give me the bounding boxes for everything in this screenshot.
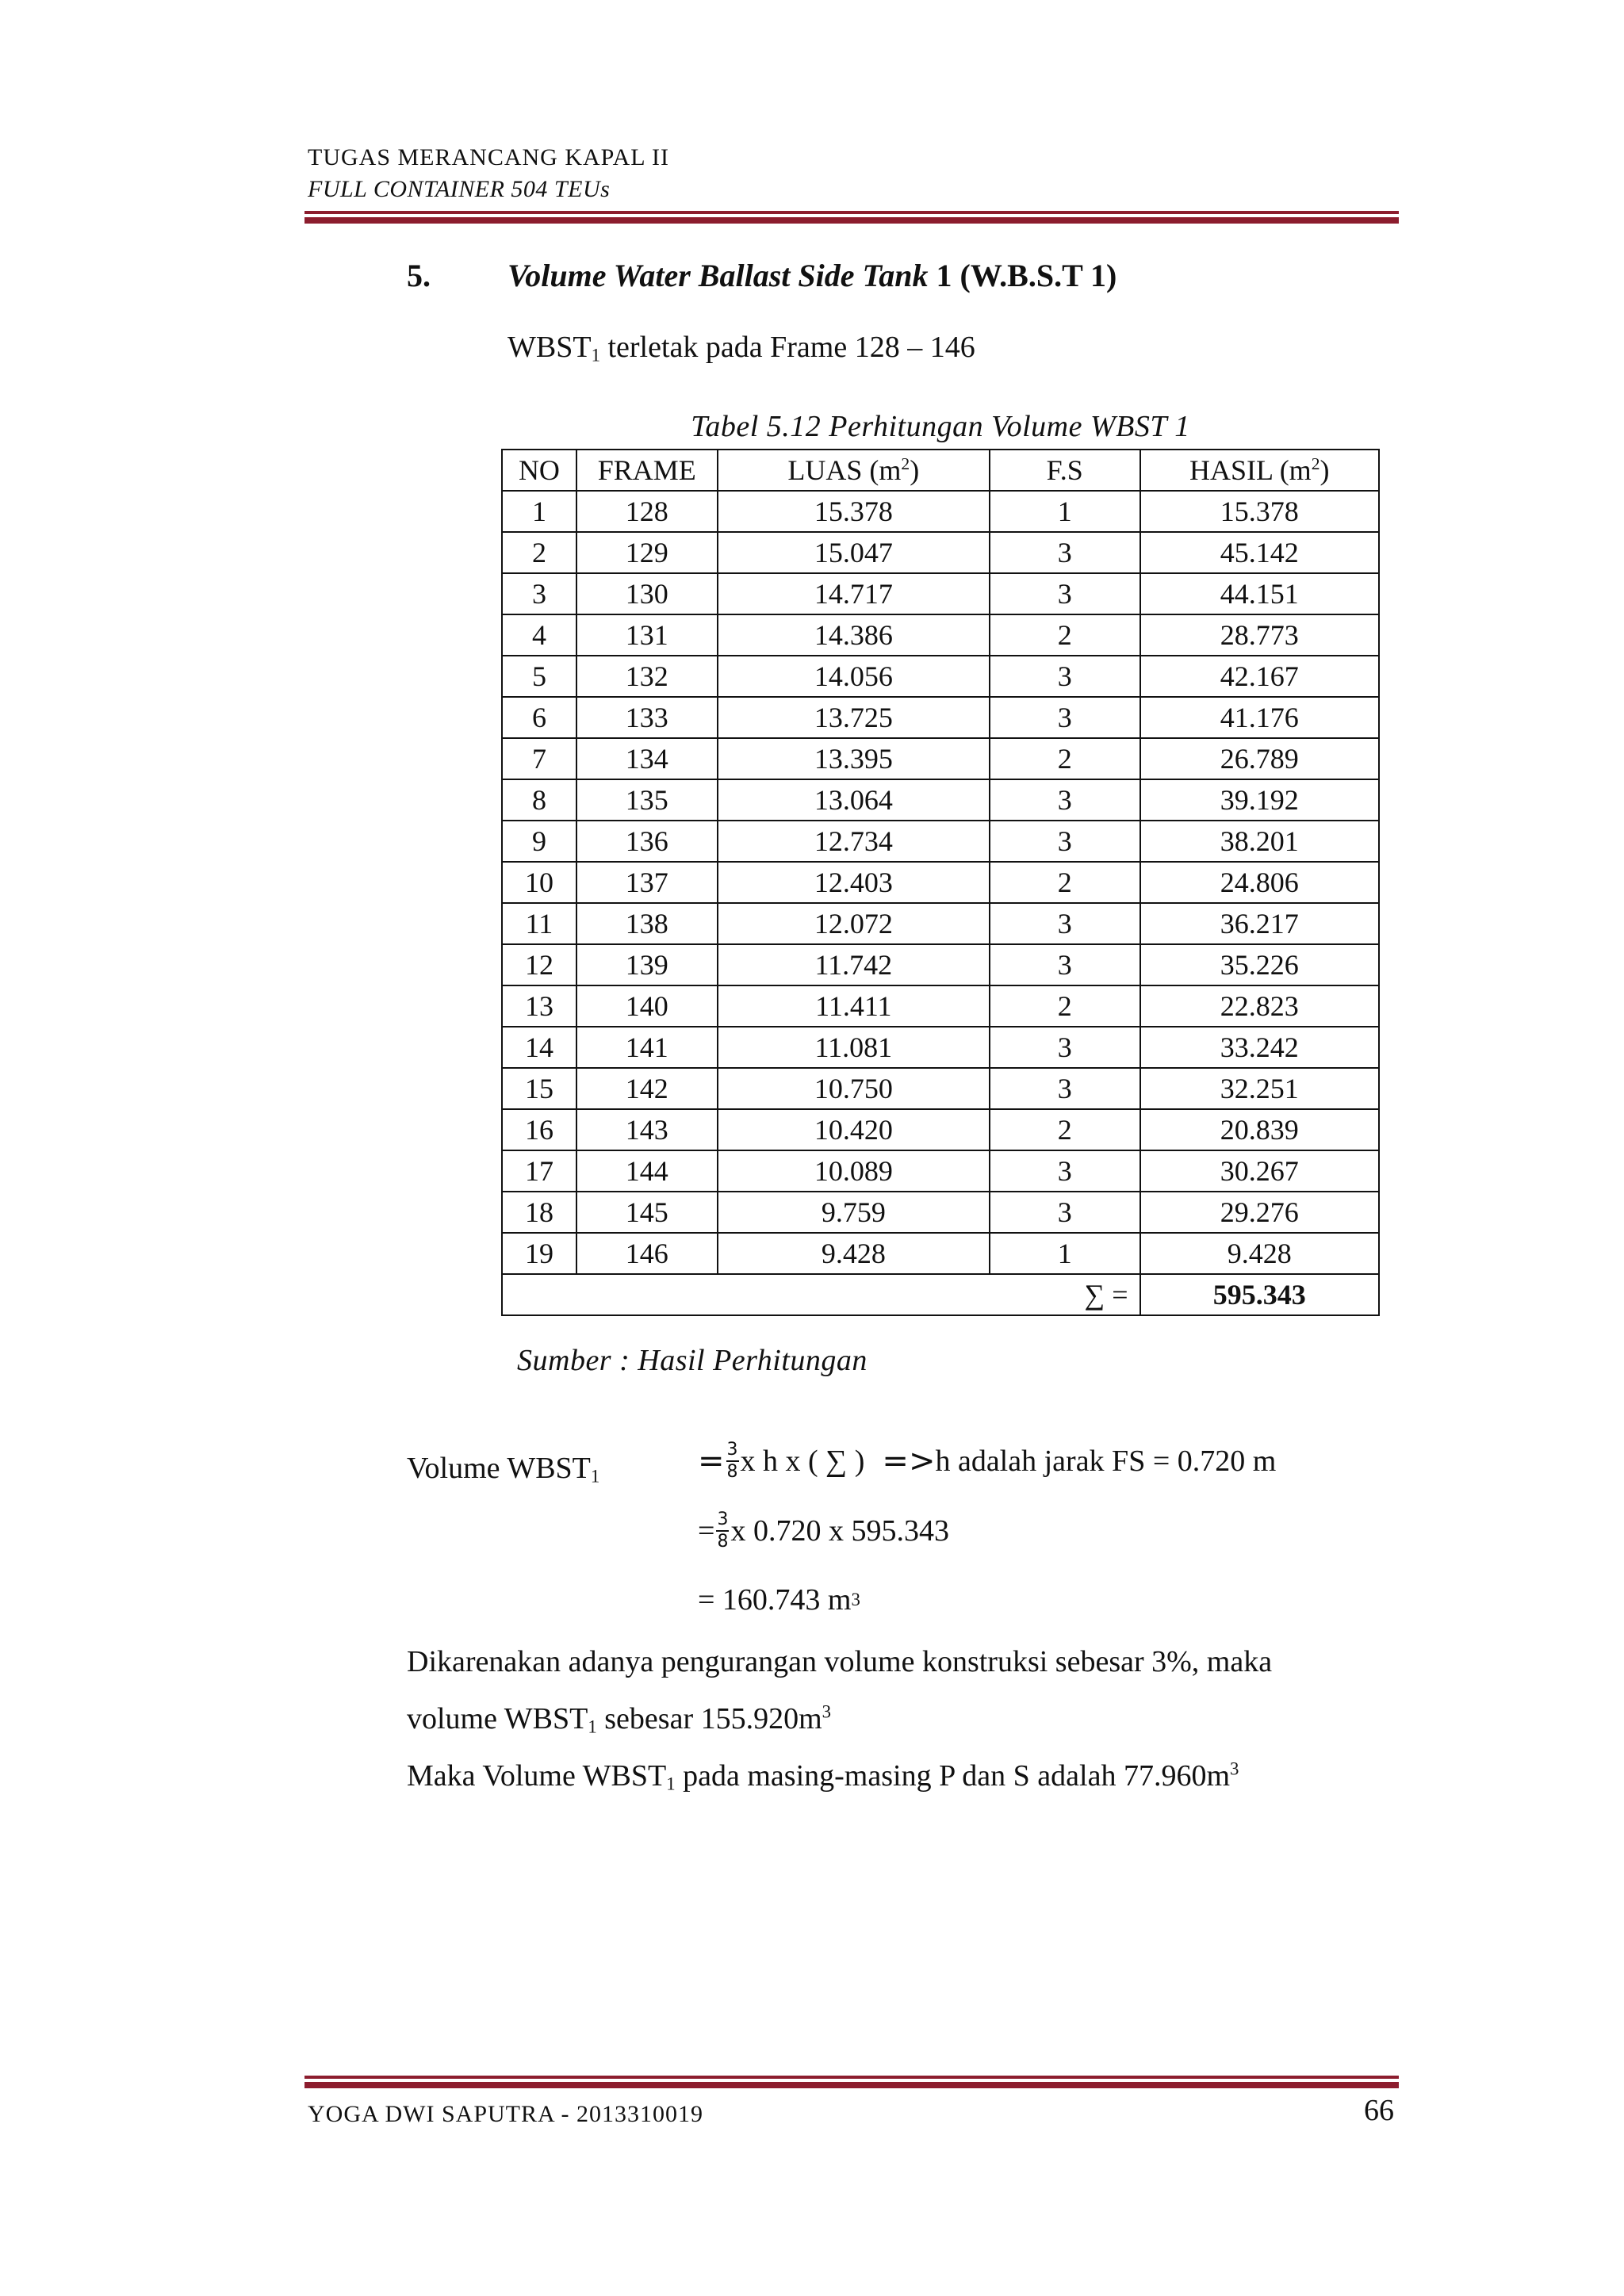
- table-row: [502, 614, 1379, 656]
- cell-no: 15: [502, 1068, 576, 1109]
- cell-luas: 14.717: [718, 573, 990, 614]
- section-title-italic: Volume Water Ballast Side Tank: [508, 258, 929, 293]
- table-row: [502, 491, 1379, 532]
- table-header-row: [502, 450, 1379, 491]
- cell-luas: 10.750: [718, 1068, 990, 1109]
- cell-luas: 15.047: [718, 532, 990, 573]
- table-row: [502, 573, 1379, 614]
- formula-note: h adalah jarak FS = 0.720 m: [935, 1445, 1277, 1478]
- cell-luas: 13.725: [718, 697, 990, 738]
- cell-fs: 2: [990, 862, 1140, 903]
- table-row: [502, 821, 1379, 862]
- cell-hasil: 45.142: [1140, 532, 1379, 573]
- footer-author: YOGA DWI SAPUTRA - 2013310019: [308, 2101, 704, 2127]
- cell-frame: 131: [576, 614, 718, 656]
- cell-frame: 144: [576, 1150, 718, 1192]
- table-caption: Tabel 5.12 Perhitungan Volume WBST 1: [691, 410, 1190, 443]
- cell-hasil: 15.378: [1140, 491, 1379, 532]
- cell-no: 2: [502, 532, 576, 573]
- cell-no: 10: [502, 862, 576, 903]
- cell-no: 16: [502, 1109, 576, 1150]
- cell-hasil: 41.176: [1140, 697, 1379, 738]
- cell-no: 8: [502, 779, 576, 821]
- col-header-frame: FRAME: [576, 450, 718, 491]
- paragraph-volume-per-side: Maka Volume $WBST_1$ pada masing-masing P dan S adalah $77.960m^3$: [407, 1758, 1239, 1794]
- cell-hasil: 36.217: [1140, 903, 1379, 944]
- cell-luas: 11.411: [718, 985, 990, 1027]
- cell-frame: 134: [576, 738, 718, 779]
- header-rule: [304, 211, 1399, 224]
- cell-luas: 12.734: [718, 821, 990, 862]
- cell-fs: 1: [990, 491, 1140, 532]
- table-row: [502, 779, 1379, 821]
- cell-frame: 139: [576, 944, 718, 985]
- tank-location-text: terletak pada Frame 128 – 146: [599, 331, 975, 364]
- table-row: [502, 1233, 1379, 1274]
- cell-luas: 13.064: [718, 779, 990, 821]
- cell-frame: 136: [576, 821, 718, 862]
- cell-hasil: 26.789: [1140, 738, 1379, 779]
- cell-frame: 140: [576, 985, 718, 1027]
- formula-substituted: x 0.720 x 595.343: [730, 1514, 949, 1548]
- col-header-hasil: HASIL $(m^2)$: [1140, 450, 1379, 491]
- tank-subscript: 1: [591, 345, 600, 365]
- cell-no: 17: [502, 1150, 576, 1192]
- equals-sign: =: [698, 1514, 715, 1548]
- cell-luas: 15.378: [718, 491, 990, 532]
- fraction-three-eighths: $\frac{3}{8}$: [726, 1440, 738, 1482]
- cell-luas: 11.081: [718, 1027, 990, 1068]
- cell-fs: 3: [990, 779, 1140, 821]
- table-row: [502, 1068, 1379, 1109]
- formula-body: x h x ( ∑ ): [740, 1445, 865, 1478]
- cell-fs: 3: [990, 573, 1140, 614]
- cell-no: 12: [502, 944, 576, 985]
- paragraph-reduction: Dikarenakan adanya pengurangan volume konstruksi sebesar 3%, maka: [407, 1645, 1273, 1678]
- cell-fs: 3: [990, 1192, 1140, 1233]
- cell-luas: 12.403: [718, 862, 990, 903]
- table-row: [502, 1192, 1379, 1233]
- cell-frame: 141: [576, 1027, 718, 1068]
- cell-fs: 2: [990, 738, 1140, 779]
- table-row: [502, 738, 1379, 779]
- cell-fs: 1: [990, 1233, 1140, 1274]
- cell-fs: 3: [990, 532, 1140, 573]
- table-total-row: [502, 1274, 1379, 1315]
- cell-hasil: 20.839: [1140, 1109, 1379, 1150]
- table-row: [502, 1150, 1379, 1192]
- cell-fs: 3: [990, 1068, 1140, 1109]
- cell-luas: 12.072: [718, 903, 990, 944]
- table-row: [502, 656, 1379, 697]
- cell-no: 14: [502, 1027, 576, 1068]
- cell-fs: 2: [990, 1109, 1140, 1150]
- cell-frame: 138: [576, 903, 718, 944]
- table-row: [502, 1109, 1379, 1150]
- cell-no: 19: [502, 1233, 576, 1274]
- cell-frame: 146: [576, 1233, 718, 1274]
- section-title: [508, 257, 1116, 294]
- table-row: [502, 697, 1379, 738]
- col-header-luas: LUAS $(m^2)$: [718, 450, 990, 491]
- cell-luas: 13.395: [718, 738, 990, 779]
- cell-frame: 129: [576, 532, 718, 573]
- cell-fs: 3: [990, 944, 1140, 985]
- cell-fs: 3: [990, 697, 1140, 738]
- table-row: [502, 903, 1379, 944]
- arrow: =>: [882, 1443, 936, 1479]
- table-source: Sumber : Hasil Perhitungan: [517, 1344, 868, 1377]
- cell-frame: 143: [576, 1109, 718, 1150]
- cell-luas: 9.428: [718, 1233, 990, 1274]
- cell-frame: 133: [576, 697, 718, 738]
- equals-sign: =: [698, 1443, 725, 1479]
- formula-line-2: [698, 1511, 949, 1551]
- cell-frame: 130: [576, 573, 718, 614]
- table-row: [502, 1027, 1379, 1068]
- cell-no: 6: [502, 697, 576, 738]
- table-row: [502, 985, 1379, 1027]
- tank-location: [508, 330, 975, 366]
- cell-luas: 14.386: [718, 614, 990, 656]
- table-row: [502, 532, 1379, 573]
- cell-fs: 3: [990, 1027, 1140, 1068]
- cell-no: 4: [502, 614, 576, 656]
- cell-fs: 3: [990, 1150, 1140, 1192]
- table-row: [502, 862, 1379, 903]
- cell-hasil: 35.226: [1140, 944, 1379, 985]
- cell-fs: 3: [990, 656, 1140, 697]
- cell-luas: 9.759: [718, 1192, 990, 1233]
- page-number: 66: [1364, 2094, 1394, 2127]
- volume-label: Volume $WBST_1$: [407, 1452, 600, 1487]
- cell-luas: 10.420: [718, 1109, 990, 1150]
- cell-hasil: 38.201: [1140, 821, 1379, 862]
- cell-no: 18: [502, 1192, 576, 1233]
- cell-hasil: 42.167: [1140, 656, 1379, 697]
- cell-no: 9: [502, 821, 576, 862]
- total-value: 595.343: [1140, 1274, 1379, 1315]
- cell-hasil: 29.276: [1140, 1192, 1379, 1233]
- cell-fs: 3: [990, 903, 1140, 944]
- cell-hasil: 33.242: [1140, 1027, 1379, 1068]
- cell-hasil: 28.773: [1140, 614, 1379, 656]
- cell-fs: 2: [990, 614, 1140, 656]
- cell-no: 13: [502, 985, 576, 1027]
- cell-no: 7: [502, 738, 576, 779]
- cell-no: 11: [502, 903, 576, 944]
- volume-table: [501, 449, 1380, 1316]
- cell-hasil: 39.192: [1140, 779, 1379, 821]
- cell-hasil: 9.428: [1140, 1233, 1379, 1274]
- footer-rule: [304, 2076, 1399, 2088]
- cell-frame: 135: [576, 779, 718, 821]
- header-subtitle: FULL CONTAINER 504 TEUs: [308, 176, 611, 202]
- fraction-three-eighths: $\frac{3}{8}$: [717, 1510, 729, 1552]
- cell-luas: 14.056: [718, 656, 990, 697]
- paragraph-volume-total: volume $WBST_1$ sebesar $155.920m^3$: [407, 1701, 832, 1737]
- cell-frame: 132: [576, 656, 718, 697]
- tank-name: WBST: [508, 331, 592, 364]
- cell-hasil: 30.267: [1140, 1150, 1379, 1192]
- cell-frame: 128: [576, 491, 718, 532]
- cell-no: 1: [502, 491, 576, 532]
- cell-frame: 145: [576, 1192, 718, 1233]
- cell-fs: 2: [990, 985, 1140, 1027]
- cell-hasil: 32.251: [1140, 1068, 1379, 1109]
- cell-hasil: 44.151: [1140, 573, 1379, 614]
- col-header-fs: F.S: [990, 450, 1140, 491]
- cell-frame: 137: [576, 862, 718, 903]
- section-title-plain: 1 (W.B.S.T 1): [928, 258, 1117, 293]
- cell-no: 5: [502, 656, 576, 697]
- cell-luas: 11.742: [718, 944, 990, 985]
- cell-luas: 10.089: [718, 1150, 990, 1192]
- header-title: TUGAS MERANCANG KAPAL II: [308, 144, 669, 170]
- total-label: ∑ =: [502, 1274, 1140, 1315]
- table-row: [502, 944, 1379, 985]
- cell-hasil: 22.823: [1140, 985, 1379, 1027]
- section-number: 5.: [407, 258, 431, 293]
- formula-line-1: [698, 1441, 1276, 1481]
- cell-hasil: 24.806: [1140, 862, 1379, 903]
- cell-frame: 142: [576, 1068, 718, 1109]
- formula-result: = 160.743 m 3: [698, 1583, 860, 1617]
- cell-fs: 3: [990, 821, 1140, 862]
- col-header-no: NO: [502, 450, 576, 491]
- cell-no: 3: [502, 573, 576, 614]
